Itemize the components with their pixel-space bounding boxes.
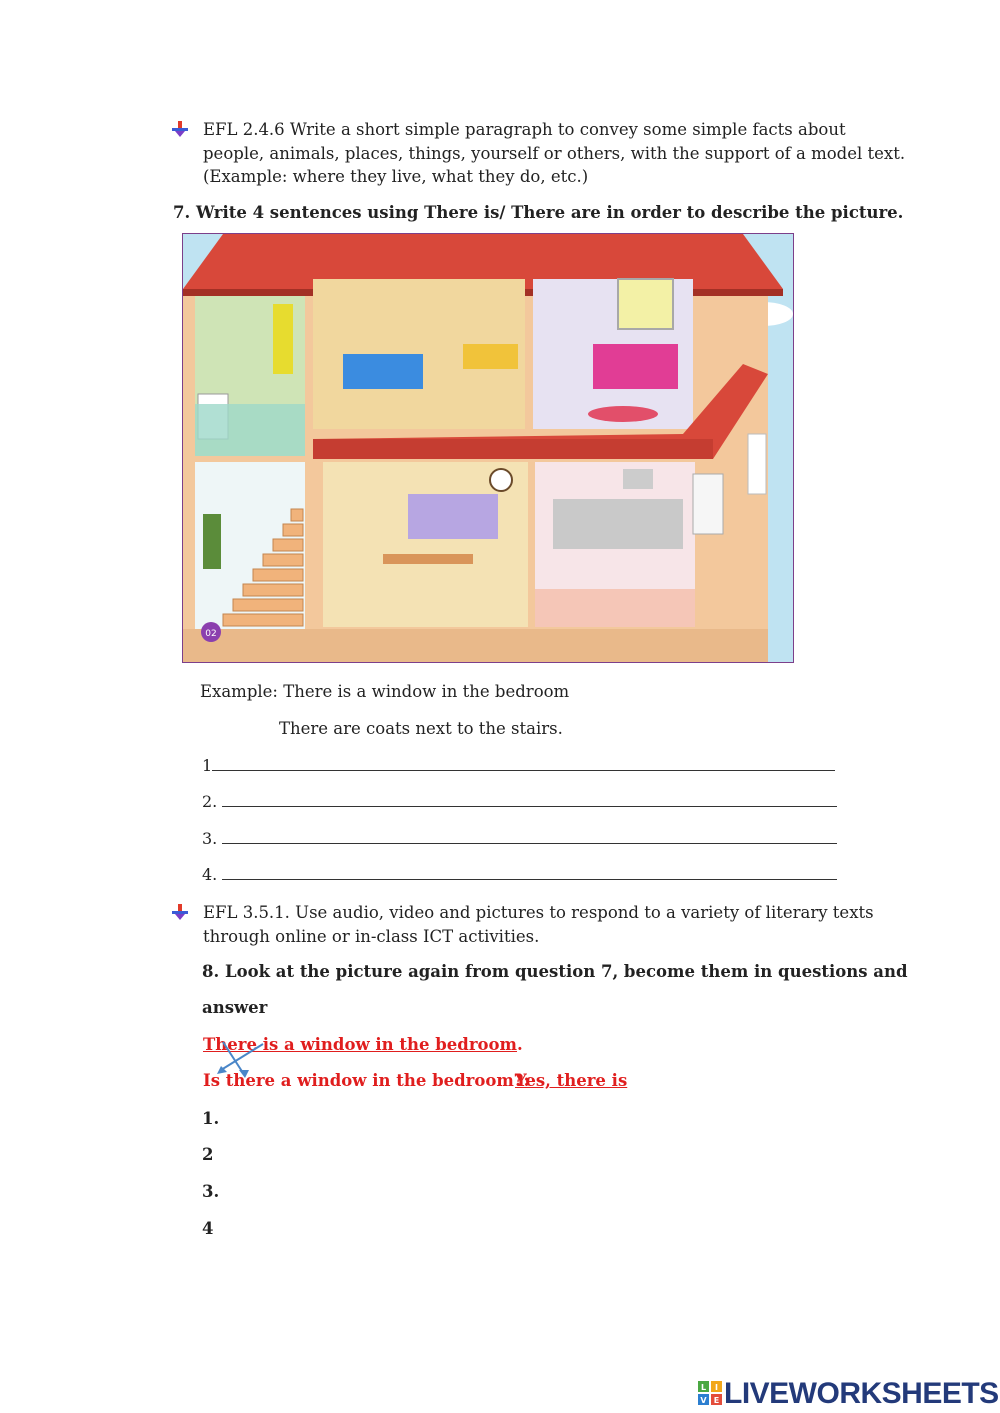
wall-clock — [490, 469, 512, 491]
question-8-item-1: 1. — [202, 1109, 220, 1128]
example-line-2: There are coats next to the stairs. — [279, 719, 563, 738]
objective-2-line-2: through online or in-class ICT activities. — [203, 926, 540, 946]
objective-1-line-3: (Example: where they live, what they do, etc.) — [203, 167, 589, 186]
answer-line-4 — [202, 865, 837, 884]
liveworksheets-logo — [698, 1377, 999, 1411]
bullet-arrow-icon — [171, 903, 189, 921]
answer-line-1-number: 1 — [202, 756, 213, 775]
question-8-item-2: 2 — [202, 1145, 214, 1164]
objective-1-line-2: people, animals, places, things, yourself or others, with the support of a model text. — [203, 143, 906, 163]
question-8-title-line-2: answer — [202, 998, 268, 1017]
house-illustration — [183, 234, 793, 662]
objective-1 — [203, 118, 905, 189]
answer-line-4-blank[interactable] — [222, 865, 837, 880]
logo-mark-icon — [698, 1381, 722, 1407]
example-line-1: Example: There is a window in the bedroom — [200, 682, 570, 701]
svg-text:L: L — [700, 1383, 707, 1392]
sofa — [408, 494, 498, 539]
answer-line-1 — [202, 756, 835, 775]
objective-2 — [203, 901, 874, 948]
svg-text:I: I — [715, 1383, 718, 1392]
answer-line-1-blank[interactable] — [212, 756, 835, 771]
answer-line-4-number: 4. — [202, 865, 218, 884]
extractor-hood — [623, 469, 653, 489]
counter — [553, 499, 683, 549]
answer-line-2 — [202, 792, 837, 811]
fridge — [693, 474, 723, 534]
answer-line-3-number: 3. — [202, 829, 218, 848]
example-question: Is there a window in the bedroom?: — [203, 1071, 530, 1090]
bedroom-window — [618, 279, 673, 329]
kid-bed — [343, 354, 423, 389]
example-statement-text: There is a window in the bedroom — [203, 1035, 518, 1054]
coats — [203, 514, 221, 569]
svg-text:E: E — [713, 1396, 720, 1405]
answer-line-3-blank[interactable] — [222, 829, 837, 844]
picture-badge: 02 — [205, 629, 217, 639]
logo-text: LIVEWORKSHEETS — [724, 1377, 999, 1410]
bullet-arrow-icon — [171, 120, 189, 138]
svg-text:V: V — [700, 1396, 707, 1405]
dining-table — [383, 554, 473, 564]
example-question-row — [203, 1071, 530, 1090]
example-statement-period: . — [517, 1035, 523, 1054]
example-answer-row — [515, 1071, 627, 1090]
question-8-title-line-1: 8. Look at the picture again from question 7, become them in questions and — [202, 962, 908, 981]
double-bed — [593, 344, 678, 389]
question-7-title: 7. Write 4 sentences using There is/ There are in order to describe the picture. — [173, 203, 904, 222]
house-picture — [182, 233, 794, 663]
answer-line-2-number: 2. — [202, 792, 218, 811]
question-8-item-3: 3. — [202, 1182, 220, 1201]
answer-line-2-blank[interactable] — [222, 792, 837, 807]
example-answer: Yes, there is — [515, 1071, 628, 1090]
objective-1-line-1: EFL 2.4.6 Write a short simple paragraph to convey some simple facts about — [203, 120, 846, 139]
question-8-item-4: 4 — [202, 1219, 214, 1238]
answer-line-3 — [202, 829, 837, 848]
objective-2-line-1: EFL 3.5.1. Use audio, video and pictures to respond to a variety of literary texts — [203, 903, 874, 922]
